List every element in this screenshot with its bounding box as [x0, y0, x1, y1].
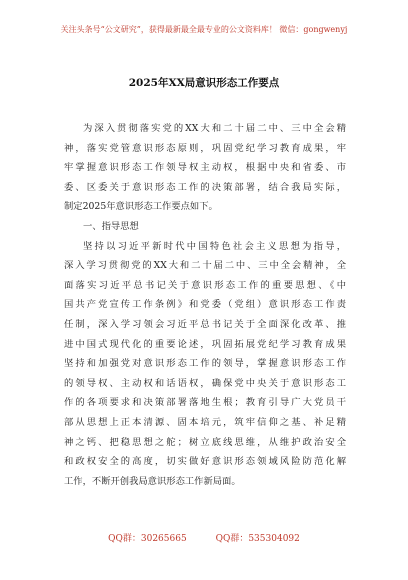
document-body — [64, 119, 346, 491]
paragraph-line: 和政权安全的高度，切实做好意识形态领域风险防范化解 — [64, 456, 346, 468]
intro-paragraph — [64, 119, 346, 217]
paragraph-line: 部从思想上正本清源、固本培元，筑牢信仰之基、补足精 — [64, 416, 346, 428]
paragraph-line: 面落实习近平总书记关于意识形态工作的重要思想、《中 — [64, 279, 346, 291]
paragraph-line: 坚持以习近平新时代中国特色社会主义思想为指导， — [83, 240, 346, 252]
footer-contact — [0, 531, 408, 544]
paragraph-line: 进中国式现代化的重要论述，巩固拓展党纪学习教育成果 — [64, 338, 346, 350]
section-heading-guiding-ideology: 一、指导思想 — [83, 220, 139, 232]
footer-qq-group-1: QQ群：30265665 — [108, 534, 187, 544]
header-promo-note: 关注头条号“公文研究”，获得最新最全最专业的公文资料库！ 微信：gongwenyj — [60, 25, 348, 34]
paragraph-line: 委、区委关于意识形态工作的决策部署，结合我局实际， — [64, 181, 346, 193]
paragraph-line: 深入学习贯彻党的XX大和二十届二中、三中全会精神，全 — [64, 260, 346, 272]
document-title: 2025年XX局意识形态工作要点 — [128, 77, 280, 89]
paragraph-line: 任制，深入学习领会习近平总书记关于全面深化改革、推 — [64, 318, 346, 330]
paragraph-line: 国共产党宣传工作条例》和党委（党组）意识形态工作责 — [64, 299, 346, 311]
paragraph-line: 神，落实党管意识形态原则，巩固党纪学习教育成果，牢 — [64, 142, 346, 154]
paragraph-line: 坚持和加强党对意识形态工作的领导，掌握意识形态工作 — [64, 358, 346, 370]
guiding-ideology-paragraph — [64, 237, 346, 492]
paragraph-line: 制定2025年意识形态工作要点如下。 — [64, 201, 218, 213]
paragraph-line: 的领导权、主动权和话语权，确保党中央关于意识形态工 — [64, 377, 346, 389]
paragraph-line: 牢掌握意识形态工作领导权主动权，根据中央和省委、市 — [64, 162, 346, 174]
paragraph-line: 为深入贯彻落实党的XX大和二十届二中、三中全会精 — [83, 123, 346, 134]
paragraph-line: 神之钙、把稳思想之舵；树立底线思维，从维护政治安全 — [64, 436, 346, 448]
footer-qq-group-2: QQ群：535304092 — [215, 534, 300, 544]
paragraph-line: 作的各项要求和决策部署落地生根；教育引导广大党员干 — [64, 397, 346, 409]
paragraph-line: 工作，不断开创我局意识形态工作新局面。 — [64, 475, 241, 487]
